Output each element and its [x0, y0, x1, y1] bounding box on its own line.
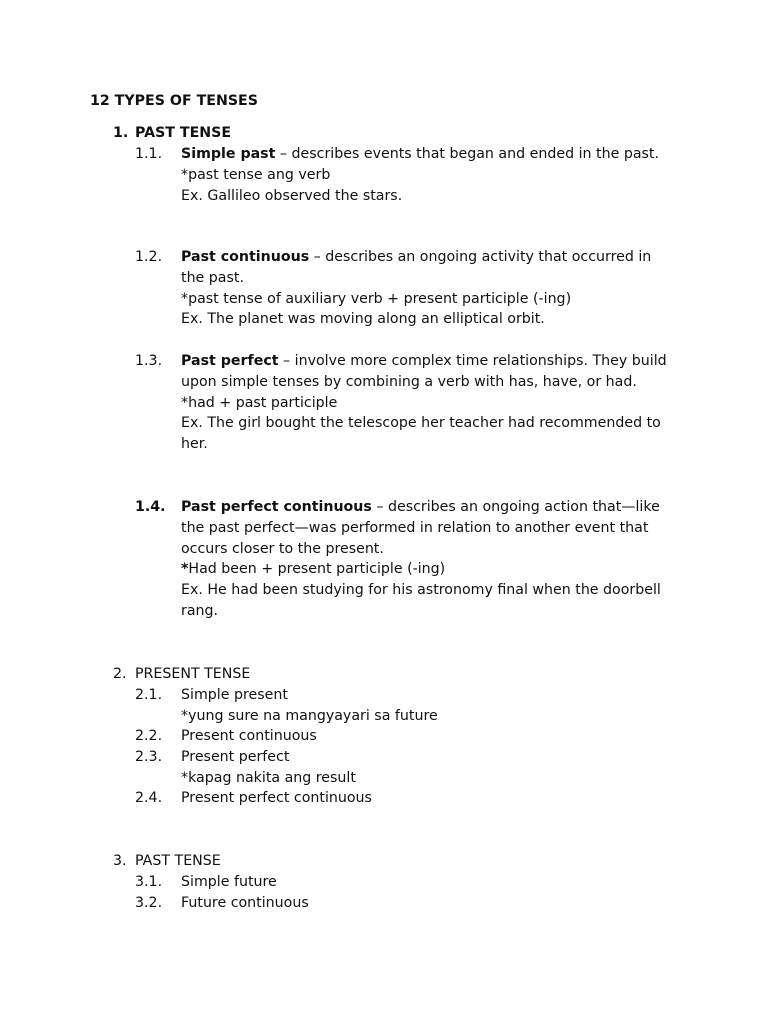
formula: *past tense of auxiliary verb + present participle (-ing) — [181, 290, 572, 307]
formula-text: Had been + present participle (-ing) — [188, 561, 446, 578]
item-number: 2.3. — [135, 749, 163, 765]
section-title: PAST TENSE — [135, 853, 221, 869]
section-number: 2. — [113, 666, 127, 682]
item-definition — [181, 247, 677, 289]
item-number: 3.1. — [135, 874, 163, 890]
item-note: *kapag nakita ang result — [181, 769, 356, 786]
description: – describes an ongoing action that—like the past perfect—was performed in relation to another event that occurs closer to the present. — [181, 499, 660, 557]
document-title: 12 TYPES OF TENSES — [90, 93, 258, 109]
list-item — [181, 685, 677, 727]
description: – describes an ongoing activity that occurred in the past. — [181, 249, 652, 286]
item-label: Future continuous — [181, 895, 309, 911]
formula: *past tense ang verb — [181, 166, 331, 183]
item-label: Present perfect — [181, 749, 290, 765]
term: Simple past — [181, 146, 276, 162]
section-number: 3. — [113, 853, 127, 869]
item-number: 2.2. — [135, 728, 163, 744]
example: Ex. The planet was moving along an elliptical orbit. — [181, 311, 545, 328]
item-label: Simple future — [181, 874, 277, 890]
section-title: PAST TENSE — [135, 125, 232, 141]
list-item — [181, 788, 677, 809]
item-definition — [181, 497, 677, 559]
item-label: Simple present — [181, 687, 288, 703]
list-item — [181, 247, 677, 330]
item-label: Present perfect continuous — [181, 790, 372, 806]
item-number: 1.2. — [135, 249, 163, 265]
description: – involve more complex time relationships. They build upon simple tenses by combining a verb with has, have, or had. — [181, 353, 667, 390]
item-note: *yung sure na mangyayari sa future — [181, 707, 438, 724]
description: – describes events that began and ended in the past. — [275, 146, 659, 162]
item-definition — [181, 144, 677, 165]
list-item — [181, 144, 677, 206]
item-definition — [181, 351, 677, 393]
formula-star: * — [181, 561, 189, 578]
item-number: 3.2. — [135, 895, 163, 911]
formula: *had + past participle — [181, 394, 338, 411]
item-number: 2.4. — [135, 790, 163, 806]
list-item — [181, 893, 677, 914]
example: Ex. Gallileo observed the stars. — [181, 187, 403, 204]
term: Past perfect continuous — [181, 499, 372, 515]
item-number: 1.4. — [135, 499, 166, 515]
formula — [181, 559, 677, 580]
list-item — [181, 726, 677, 747]
section-title: PRESENT TENSE — [135, 666, 251, 682]
list-item — [181, 497, 677, 622]
list-item — [181, 872, 677, 893]
example: Ex. The girl bought the telescope her teacher had recommended to her. — [181, 415, 661, 453]
example: Ex. He had been studying for his astronomy final when the doorbell rang. — [181, 582, 661, 619]
item-label: Present continuous — [181, 728, 317, 744]
term: Past perfect — [181, 353, 279, 369]
item-number: 2.1. — [135, 687, 163, 703]
list-item — [181, 351, 677, 455]
section-number: 1. — [113, 125, 129, 141]
list-item — [181, 747, 677, 789]
term: Past continuous — [181, 249, 310, 265]
item-number: 1.3. — [135, 353, 163, 369]
item-number: 1.1. — [135, 146, 163, 162]
